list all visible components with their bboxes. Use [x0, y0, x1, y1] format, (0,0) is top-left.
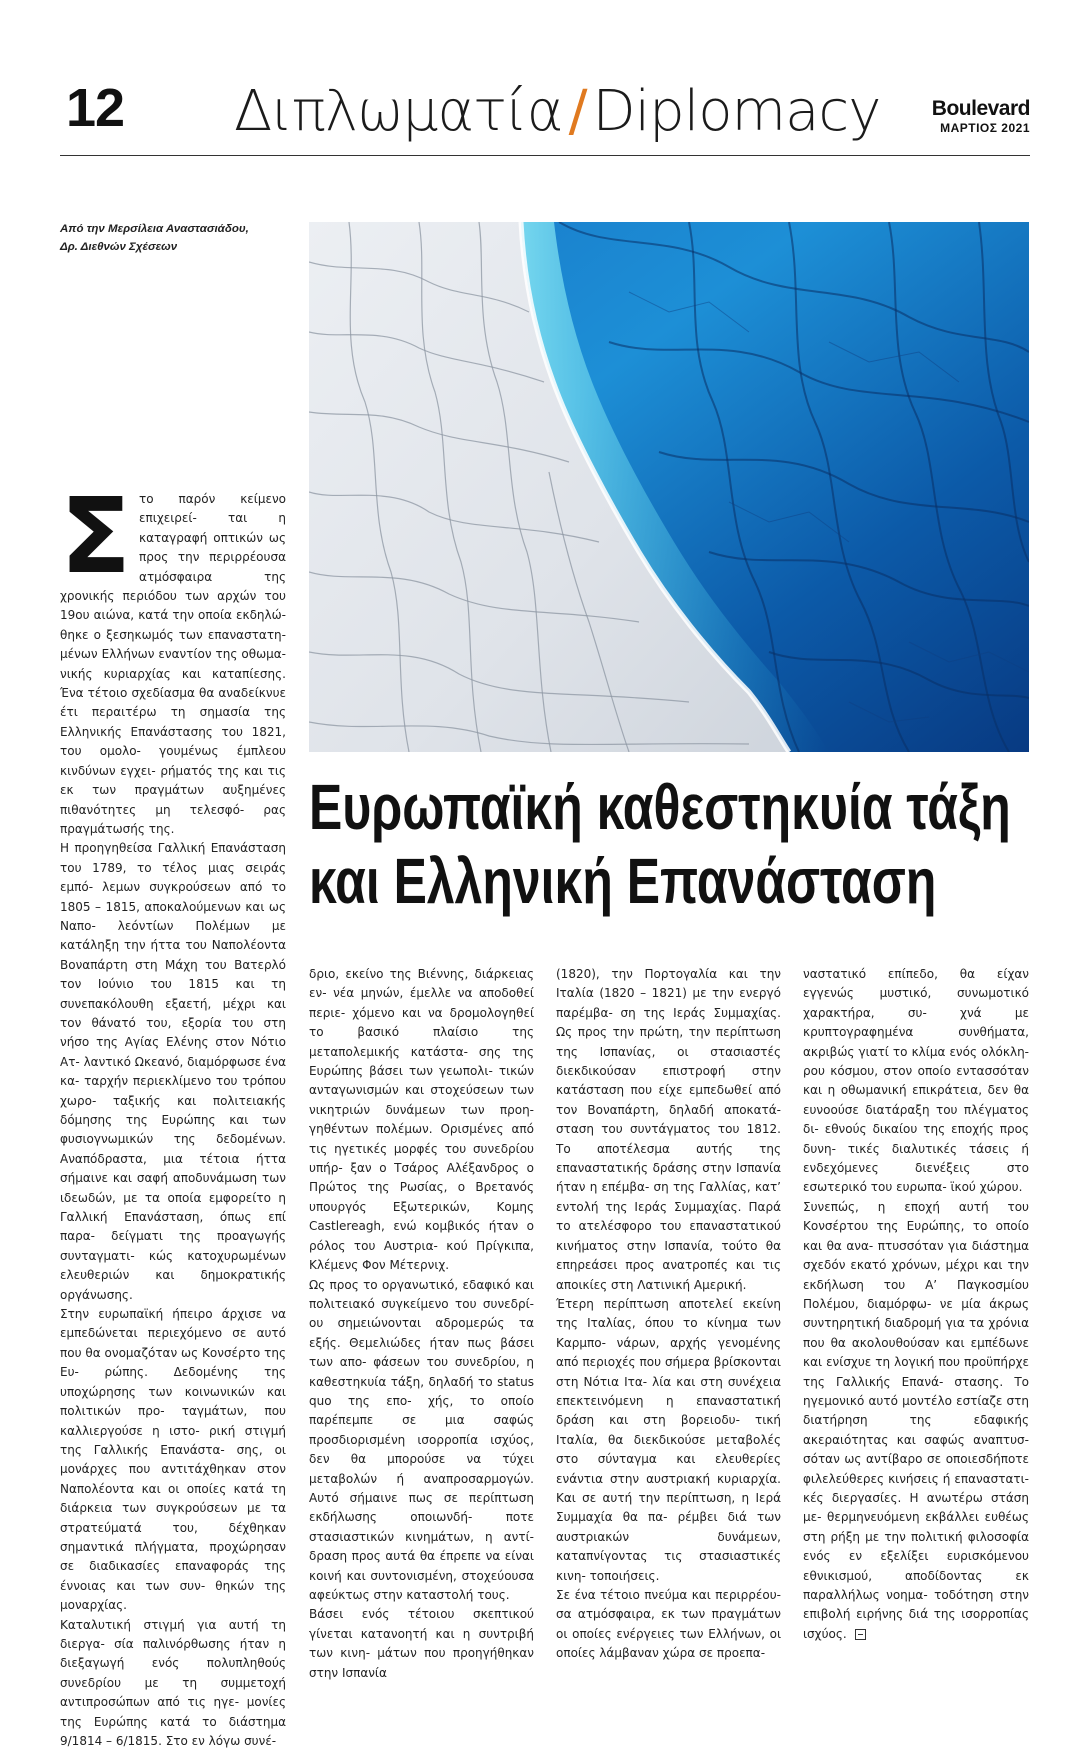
- paragraph: δριο, εκείνο της Βιέννης, διάρκειας εν- νέα μηνών, έμελλε να αποδοθεί περιε- χόμενο και να δρομολογηθεί το βασικό πλαίσιο της μεταπολεμικής κατάστα- σης της Ευρώπης βάσει των γεωπολι- τικών ανταγωνισμών και στοχεύσεων των νικητριών δυνάμεων των προη- γηθέντων πολέμων. Ορισμένες από τις ηγετικές μορφές του συνεδρίου υπήρ- ξαν ο Τσάρος Αλέξανδρος ο Πρώτος της Ρωσίας, ο Βρετανός υπουργός Εξωτερικών, Κομης Castlereagh, ενώ κομβικός ήταν ο ρόλος του Αυστρια- κού Πρίγκιπα, Κλέμενς Φον Μέτερνιχ.: [309, 967, 534, 1273]
- magazine-brand: Boulevard: [931, 97, 1030, 120]
- headline-line-1: Ευρωπαϊκή καθεστηκυία τάξη: [309, 771, 1011, 843]
- glacier-meltwater-illustration: [309, 222, 1029, 752]
- paragraph: Ως προς το οργανωτικό, εδαφικό και πολιτειακό συγκείμενο του συνεδρί- ου σημειώνονται αδρομερώς τα εξής. Θεμελιώδες ήταν πως βάσει των απο- φάσεων του συνεδρίου, η καθεστηκυία τάξη, δηλαδή το status quo της επο- χής, το οποίο παρέπεμπε σε μια σαφώς προσδιορισμένη ισορροπία ισχύος, δεν θα μπορούσε να τύχει μεταβολών ή αναπροσαρμογών. Αυτό σήμαινε πως σε περίπτωση εκδήλωσης οποιωνδή- ποτε στασιαστικών κινημάτων, η αντί- δραση προς αυτά θα έπρεπε να είναι κοινή και συντονισμένη, στοχεύουσα αφεύκτως στην καταστολή τους.: [309, 1277, 534, 1602]
- paragraph: Έτερη περίπτωση αποτελεί εκείνη της Ιταλίας, όπου το κίνημα των Καρμπο- νάρων, αρχής γενομένης από περιοχές που σήμερα βρίσκονται στη Νότια Ιτα- λία και στη συνέχεια επεκτεινόμενη η επαναστατική δράση και στη βορειοδυ- τική Ιταλία, θα διεκδικούσε μεταβολές στο σύνταγμα και ελευθερίες ενάντια στην αυστριακή κυριαρχία. Και σε αυτή την περίπτωση, η Ιερά Συμμαχία θα πα- ρέμβει διά των αυστριακών δυνάμεων, καταπνίγοντας τις στασιαστικές κινη- τοποιήσεις.: [556, 1296, 781, 1583]
- article-column-3: [556, 965, 781, 1664]
- section-title-separator: /: [568, 79, 587, 144]
- paragraph-text: Συνεπώς, η εποχή αυτή του Κονσέρτου της Ευρώπης, το οποίο και θα ανα- πτυσσόταν για διάστημα σχεδόν εκατό χρόνων, μέχρι και την εκδήλωση του Α’ Παγκοσμίου Πολέμου, διαμόρφω- νε μία άκρως συντηρητική διαδρομή για τα χρόνια που θα ακολουθούσαν και εμπέδωνε και ενίσχυε τη λογική που προϋπήρχε της Γαλλικής Επανά- στασης. Το ηγεμονικό αυτό μοντέλο εστίαζε στη διατήρηση της εδαφικής ακεραιότητας και σαφώς αναπτυσ- σόταν ως αντίβαρο σε οποιεσδήποτε φιλελεύθερες κινήσεις ή επαναστατι- κές διεργασίες. Η ανωτέρω στάση με- θερμηνευόμενη εκβάλλει ευθέως στη ρήξη με την πολιτική φιλοσοφία ενός εν εξελίξει ευρισκόμενου εθνικισμού, αποδίδοντας εκ παραλλήλως νοημα- τοδότηση στην επιβολή ειρήνης διά της ισορροπίας ισχύος.: [803, 1199, 1029, 1641]
- paragraph: [803, 1198, 1029, 1644]
- article-headline: [309, 770, 1011, 918]
- section-title: [234, 79, 881, 144]
- paragraph: Η προηγηθείσα Γαλλική Επανάσταση του 1789, το τέλος μιας σειράς εμπό- λεμων συγκρούσεων από το 1805 – 1815, αποκαλούμενων και ως Ναπο- λεόντίων Πολέμων με κατάληξη την ήττα του Ναπολέοντα Βοναπάρτη στη Μάχη του Βατερλό τον Ιούνιο του 1815 και τη συνεπακόλουθη εξαετή, μέχρι και τον θάνατό του, εξορία του στη νήσο της Αγίας Ελένης στον Νότιο Ατ- λαντικό Ωκεανό, διαμόρφωσε ένα κα- ταρχήν περιεκλίμενο του τρόπου χωρο- ταξικής και πολιτειακής δόμησης της Ευρώπης και των φυσιογνωμικών της δεδομένων. Αναπόδραστα, μια τέτοια ήττα σήμαινε και σαφή αποδυνάμωση των ιδεωδών, με τα οποία εμφορείτο η Γαλλική Επανάσταση, όπως επί παρα- δείγματι της προαγωγής συνταγματι- κώς κατοχυρωμένων ελευθεριών και δημοκρατικής οργάνωσης.: [60, 841, 286, 1302]
- end-of-article-icon: [855, 1629, 866, 1640]
- section-title-english: Diplomacy: [592, 79, 881, 144]
- drop-cap: Σ: [60, 475, 132, 597]
- paragraph: (1820), την Πορτογαλία και την Ιταλία (1820 – 1821) με την ενεργό παρέμβα- ση της Ιεράς Συμμαχίας. Ως προς την πρώτη, την περίπτωση της Ισπανίας, οι στασιαστές διεκδικούσαν επιστροφή στην κατάσταση που είχε εμπεδωθεί από τον Βοναπάρτη, δηλαδή αποκατά- σταση του συντάγματος του 1812. Το αποτέλεσμα αυτής της επαναστατικής δράσης στην Ισπανία ήταν η επέμβα- ση της Γαλλίας, κατ’ εντολή της Ιεράς Συμμαχίας. Παρά το ατελέσφορο του επαναστατικού κινήματος στην Ισπανία, τούτο θα επηρεάσει προς ανατροπές και τις αποικίες στη Λατινική Αμερική.: [556, 967, 781, 1292]
- masthead: [932, 98, 1030, 136]
- byline: [60, 220, 290, 256]
- byline-author: Από την Μερσίλεια Αναστασιάδου,: [60, 223, 249, 235]
- headline-line-2: και Ελληνική Επανάσταση: [309, 845, 937, 917]
- paragraph: Βάσει ενός τέτοιου σκεπτικού γίνεται κατανοητή και η συντριβή των κινη- μάτων που προηγήθηκαν στην Ισπανία: [309, 1607, 534, 1680]
- article-column-2: [309, 965, 534, 1683]
- hero-image: [309, 222, 1029, 752]
- article-column-4: [803, 965, 1029, 1644]
- paragraph: ναστατικό επίπεδο, θα είχαν εγγενώς μυστικό, συνωμοτικό χαρακτήρα, συ- χνά με κρυπτογραφημένα συνθήματα, ακριβώς γιατί το κλίμα ενός ολόκλη- ρου κόσμου, στον οποίο εντασσόταν και η οθωμανική επικράτεια, δεν θα ευνοούσε διατάραξη του πλέγματος δι- εθνούς δικαίου της εποχής προς δυνη- τικές διαλυτικές τάσεις ή ενδεχόμενες διενέξεις στο εσωτερικό του ευρωπα- ϊκού χώρου.: [803, 967, 1029, 1195]
- article-column-1: [60, 475, 286, 1751]
- paragraph: Καταλυτική στιγμή για αυτή τη διεργα- σία παλινόρθωσης ήταν η διεξαγωγή ενός πολυπληθούς συνεδρίου με τη συμμετοχή αντιπροσώπων από τις ηγε- μονίες της Ευρώπης κατά το διάστημα 9/1814 – 6/1815. Στο εν λόγω συνέ-: [60, 1617, 286, 1748]
- header-divider: [60, 155, 1030, 156]
- paragraph: το παρόν κείμενο επιχειρεί- ται η καταγραφή οπτικών ως προς την περιρρέουσα ατμόσφαιρα της χρονικής περιόδου των αρχών του 19ου αιώνα, κατά την οποία εκδηλώ- θηκε ο ξεσηκωμός των επαναστατη- μένων Ελλήνων εναντίον της οθωμα- νικής κυριαρχίας και καταπίεσης. Ένα τέτοιο σχεδίασμα θα αναδείκνυε έτι περαιτέρω τη σημασία της Ελληνικής Επανάστασης του 1821, του ομολο- γουμένως έμπλεου κινδύνων εγχει- ρήματός της και τις εκ των πραγμάτων αυξημένες πιθανότητες μη τελεσφό- ρας πραγμάτωσής της.: [60, 492, 286, 836]
- issue-date: ΜΑΡΤΙΟΣ 2021: [940, 121, 1030, 135]
- paragraph: Στην ευρωπαϊκή ήπειρο άρχισε να εμπεδώνεται περιεχόμενο σε αυτό που θα ονομαζόταν ως Κονσέρτο της Ευ- ρώπης. Δεδομένης της υποχώρησης των κοινωνικών και πολιτικών προ- ταγμάτων, που καλλιεργούσε η ιστο- ρική στιγμή της Γαλλικής Επανάστα- σης, οι μονάρχες που αντιτάχθηκαν στον Ναπολέοντα και οι οποίες κατά τη διάρκεια των συγκρούσεων με τα στρατεύματά του, δέχθηκαν σημαντικά πλήγματα, προχώρησαν σε διαδικασίες επαναφοράς της έννοιας και των συν- θηκών της μοναρχίας.: [60, 1307, 286, 1613]
- section-title-greek: Διπλωματία: [234, 79, 563, 144]
- byline-title: Δρ. Διεθνών Σχέσεων: [60, 241, 178, 253]
- page-number: 12: [66, 78, 125, 138]
- paragraph: Σε ένα τέτοιο πνεύμα και περιρρέου- σα ατμόσφαιρα, εκ των πραγμάτων οι οποίες ενέργειες των Ελλήνων, οι οποίες λάμβαναν χώρα σε προεπα-: [556, 1588, 781, 1661]
